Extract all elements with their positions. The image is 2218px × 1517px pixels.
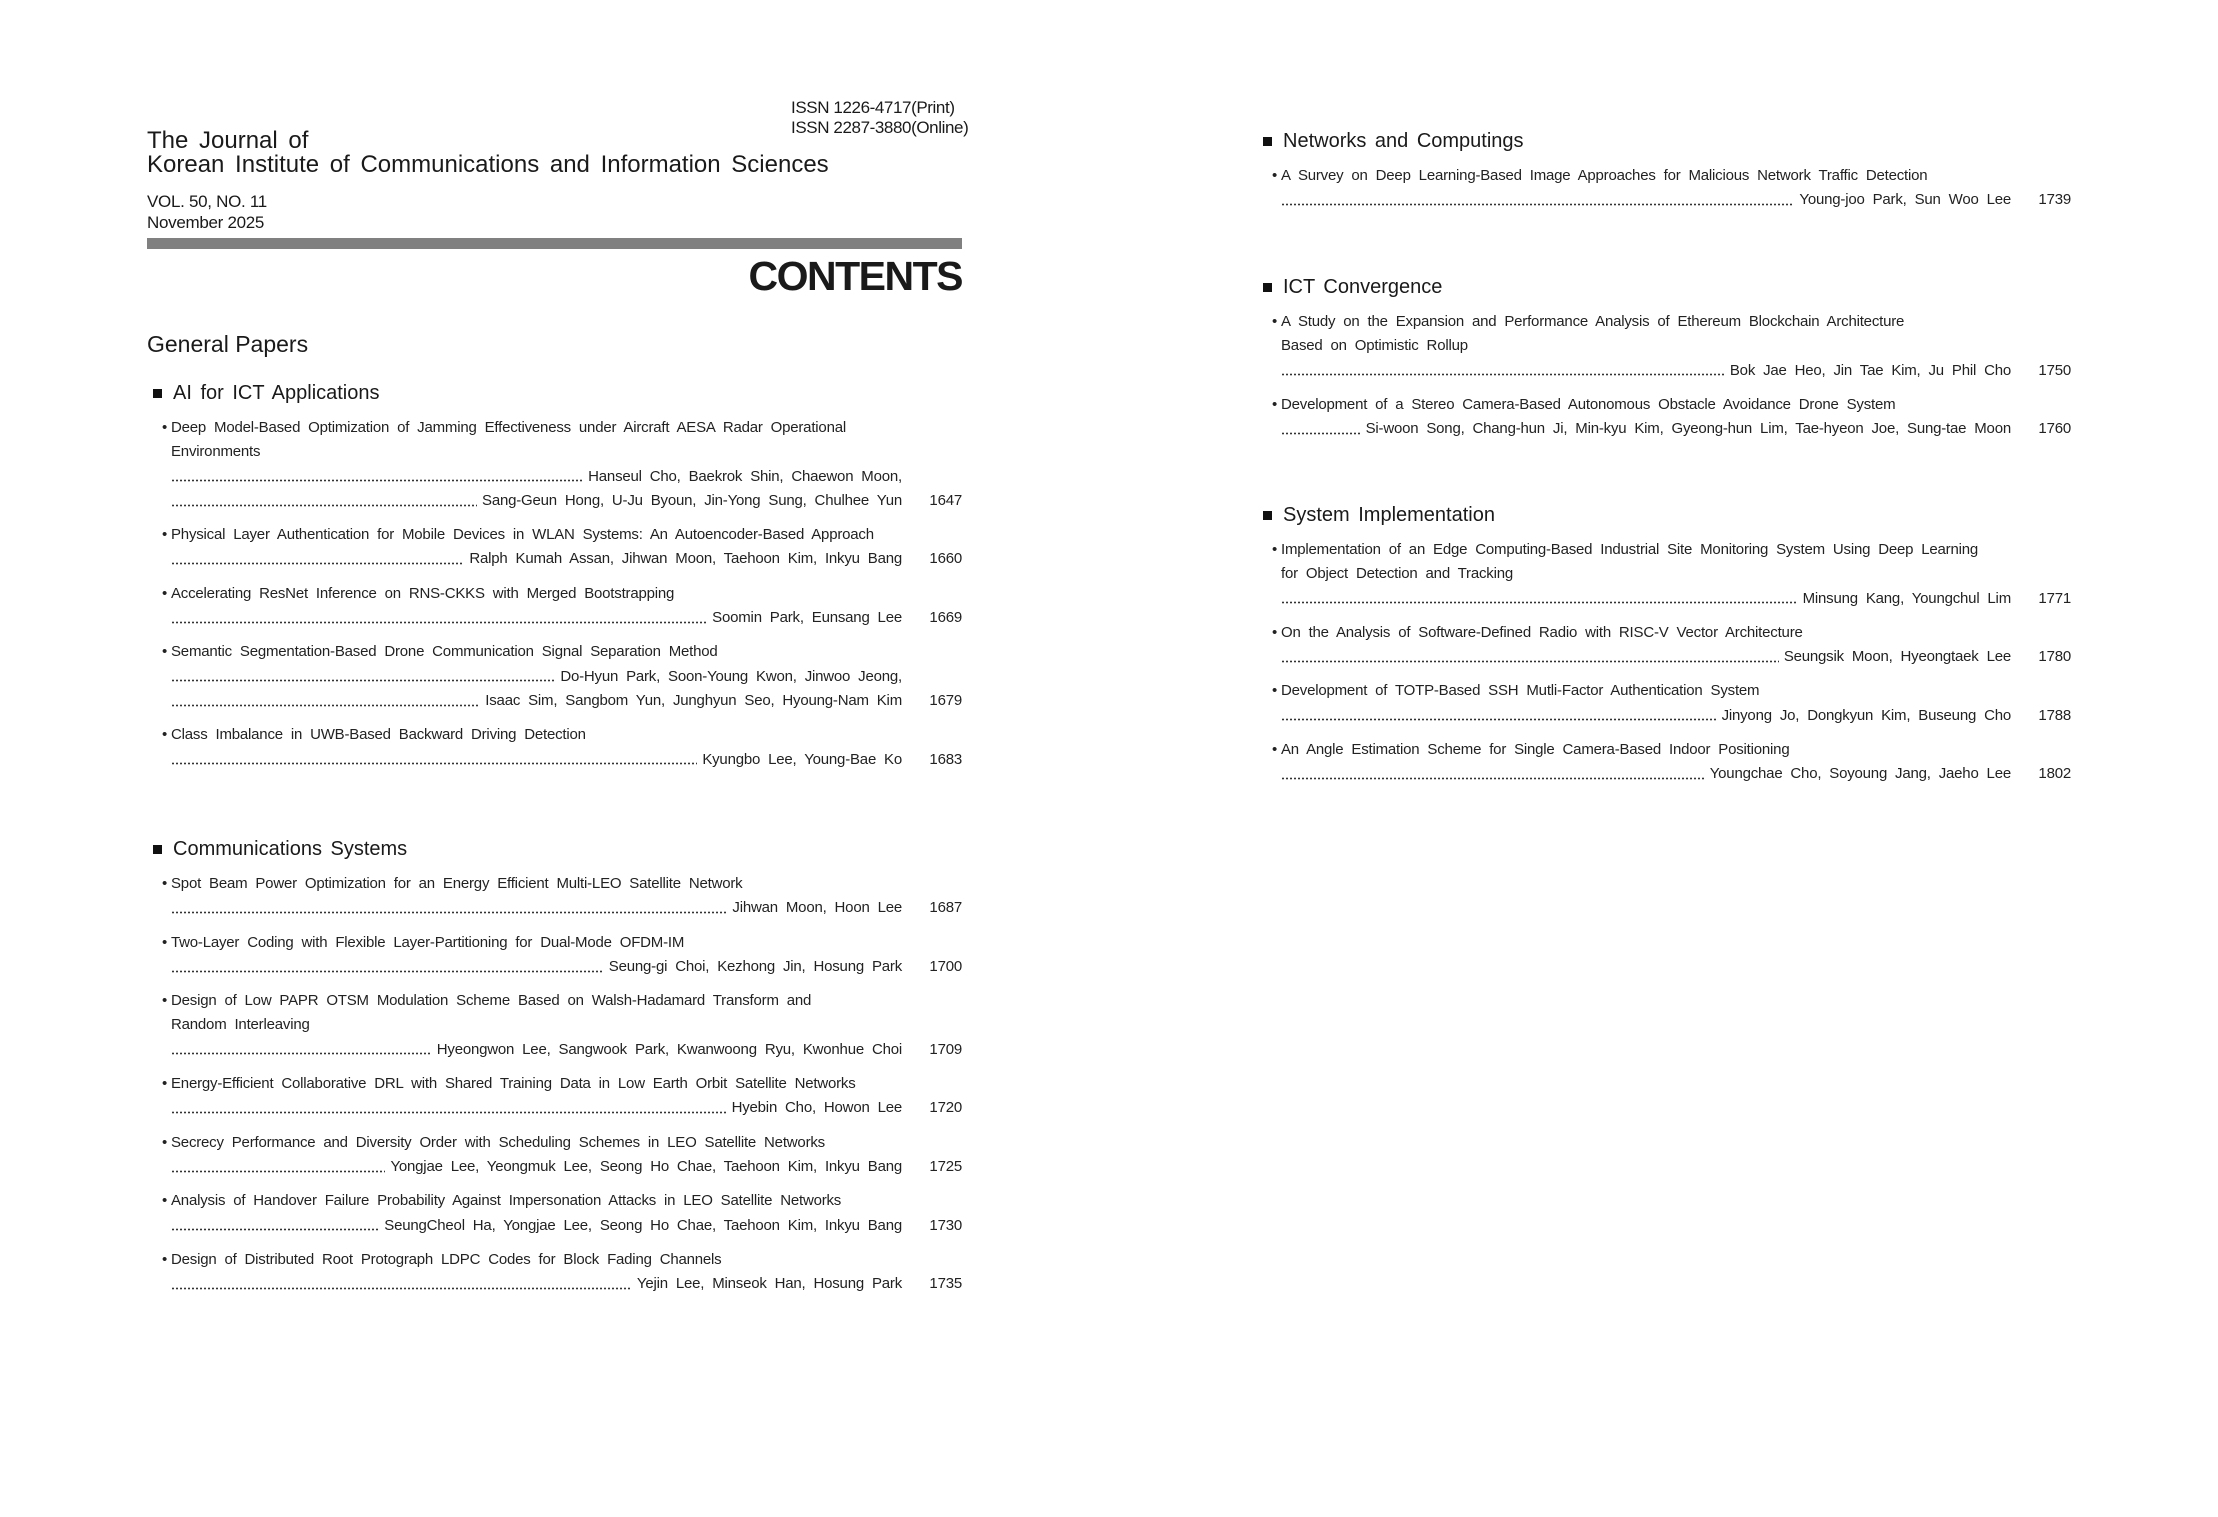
toc-entry[interactable]: [147, 723, 962, 772]
entry-title-text: Energy-Efficient Collaborative DRL with Shared Training Data in Low Earth Orbit Satellite Networks: [171, 1075, 856, 1093]
section-title: AI for ICT Applications: [173, 382, 380, 404]
bullet-icon: •: [162, 875, 168, 892]
entry-title-line: [147, 1013, 962, 1037]
entry-title-line: [147, 931, 962, 955]
entry-title-line: [1257, 334, 2071, 358]
entry-author-line: [147, 689, 962, 713]
entry-page-number: 1771: [2038, 589, 2071, 607]
dotted-leader: [171, 479, 583, 482]
entry-authors: Yongjae Lee, Yeongmuk Lee, Seong Ho Chae, Taehoon Kim, Inkyu Bang: [390, 1157, 902, 1175]
entry-author-line: [1257, 762, 2071, 786]
entry-title-text: Development of a Stereo Camera-Based Autonomous Obstacle Avoidance Drone System: [1281, 395, 1896, 413]
entry-page-number: 1750: [2038, 361, 2071, 379]
entry-author-line: [147, 1096, 962, 1120]
dotted-leader: [1281, 718, 1717, 721]
toc-entry[interactable]: [147, 523, 962, 572]
entry-authors: Seungsik Moon, Hyeongtaek Lee: [1783, 648, 2011, 666]
entry-title-line: [147, 582, 962, 606]
entry-title-line: [147, 1248, 962, 1272]
dotted-leader: [1281, 203, 1794, 206]
entry-authors: Young-joo Park, Sun Woo Lee: [1799, 191, 2011, 209]
section-ai-for-ict: [147, 381, 962, 782]
entry-author-line: [147, 665, 962, 689]
entry-title-text: A Study on the Expansion and Performance Analysis of Ethereum Blockchain Architecture: [1281, 313, 1905, 330]
entry-title-line: [147, 872, 962, 896]
entry-title-line: [1257, 738, 2071, 762]
bullet-icon: •: [162, 1192, 168, 1210]
entry-page-number: 1687: [929, 899, 962, 917]
entry-authors: Ralph Kumah Assan, Jihwan Moon, Taehoon Kim, Inkyu Bang: [469, 550, 902, 568]
dotted-leader: [1281, 432, 1361, 435]
entry-authors: Do-Hyun Park, Soon-Young Kwon, Jinwoo Jeong,: [560, 667, 902, 685]
contents-heading: CONTENTS: [748, 253, 962, 299]
entry-title-text: Design of Distributed Root Protograph LDPC Codes for Block Fading Channels: [171, 1250, 722, 1268]
dotted-leader: [1281, 777, 1705, 780]
entry-title-text: Secrecy Performance and Diversity Order with Scheduling Schemes in LEO Satellite Networks: [171, 1133, 825, 1151]
bullet-icon: •: [1272, 541, 1278, 558]
entry-author-line: [147, 1214, 962, 1238]
entry-title-line: [147, 1189, 962, 1213]
bullet-icon: •: [162, 526, 168, 544]
entry-authors: Youngchae Cho, Soyoung Jang, Jaeho Lee: [1709, 765, 2011, 783]
entry-page-number: 1760: [2038, 420, 2071, 438]
bullet-icon: •: [1272, 313, 1278, 330]
entry-title-text: Accelerating ResNet Inference on RNS-CKKS with Merged Bootstrapping: [171, 584, 675, 602]
toc-entry[interactable]: [147, 416, 962, 513]
toc-entry[interactable]: [1257, 538, 2071, 611]
section-title: Networks and Computings: [1283, 130, 1524, 152]
entry-page-number: 1679: [929, 691, 962, 709]
entry-title-text: for Object Detection and Tracking: [1281, 565, 1514, 583]
dotted-leader: [171, 704, 480, 707]
entry-title-line: [147, 440, 962, 464]
entry-title-text: Deep Model-Based Optimization of Jamming Effectiveness under Aircraft AESA Radar Operational: [171, 419, 846, 436]
entry-author-line: [147, 896, 962, 920]
entry-authors: Sang-Geun Hong, U-Ju Byoun, Jin-Yong Sung, Chulhee Yun: [482, 491, 902, 509]
entry-author-line: [147, 955, 962, 979]
dotted-leader: [171, 911, 727, 914]
entry-page-number: 1735: [929, 1275, 962, 1293]
entry-title-line: [147, 523, 962, 547]
entry-title-line: [1257, 679, 2071, 703]
entry-title-line: [147, 1072, 962, 1096]
entry-title-text: Random Interleaving: [171, 1016, 310, 1034]
entry-page-number: 1669: [929, 609, 962, 627]
toc-entry[interactable]: [147, 640, 962, 713]
entry-author-line: [147, 465, 962, 489]
issn-print: ISSN 1226-4717(Print): [791, 98, 955, 117]
entry-authors: Yejin Lee, Minseok Han, Hosung Park: [636, 1275, 902, 1293]
entry-authors: Seung-gi Choi, Kezhong Jin, Hosung Park: [608, 957, 902, 975]
toc-entry[interactable]: [1257, 738, 2071, 787]
entry-title-line: [1257, 562, 2071, 586]
entry-author-line: [1257, 188, 2071, 212]
entry-title-text: Class Imbalance in UWB-Based Backward Driving Detection: [171, 726, 586, 744]
entry-author-line: [147, 489, 962, 513]
entry-title-text: Implementation of an Edge Computing-Based Industrial Site Monitoring System Using Deep Learning: [1281, 541, 1979, 558]
bullet-icon: •: [1272, 167, 1278, 184]
dotted-leader: [171, 504, 477, 507]
dotted-leader: [171, 970, 604, 973]
square-bullet-icon: [153, 389, 162, 398]
square-bullet-icon: [1263, 137, 1272, 146]
entry-authors: Bok Jae Heo, Jin Tae Kim, Ju Phil Cho: [1729, 361, 2011, 379]
entry-author-line: [147, 1272, 962, 1296]
journal-title: [147, 129, 829, 177]
entry-page-number: 1700: [929, 957, 962, 975]
dotted-leader: [1281, 601, 1798, 604]
toc-entry[interactable]: [147, 1248, 962, 1297]
entry-title-line: [147, 723, 962, 747]
entry-authors: Soomin Park, Eunsang Lee: [712, 609, 902, 627]
bullet-icon: •: [162, 933, 168, 951]
entry-page-number: 1725: [929, 1157, 962, 1175]
entry-page-number: 1802: [2038, 765, 2071, 783]
general-papers-heading: General Papers: [147, 331, 309, 357]
section-communications-systems: [147, 837, 962, 1306]
entry-author-line: [1257, 704, 2071, 728]
toc-entry[interactable]: [147, 1072, 962, 1121]
section-heading: [1257, 129, 2071, 153]
section-heading: [1257, 503, 2071, 527]
entry-title-text: Two-Layer Coding with Flexible Layer-Partitioning for Dual-Mode OFDM-IM: [171, 933, 685, 951]
entry-title-text: Analysis of Handover Failure Probability Against Impersonation Attacks in LEO Satellite Networks: [171, 1192, 842, 1210]
toc-entry[interactable]: [147, 1189, 962, 1238]
section-title: Communications Systems: [173, 838, 408, 860]
toc-entry[interactable]: [1257, 393, 2071, 442]
entry-author-line: [1257, 645, 2071, 669]
bullet-icon: •: [162, 419, 168, 436]
entry-title-text: On the Analysis of Software-Defined Radio with RISC-V Vector Architecture: [1281, 623, 1803, 641]
entry-title-text: A Survey on Deep Learning-Based Image Approaches for Malicious Network Traffic Detection: [1281, 167, 1928, 184]
entry-page-number: 1720: [929, 1099, 962, 1117]
dotted-leader: [1281, 660, 1779, 663]
entry-title-line: [1257, 621, 2071, 645]
bullet-icon: •: [162, 1133, 168, 1151]
square-bullet-icon: [153, 845, 162, 854]
bullet-icon: •: [1272, 682, 1278, 700]
bullet-icon: •: [162, 584, 168, 602]
bullet-icon: •: [162, 992, 168, 1010]
bullet-icon: •: [1272, 623, 1278, 641]
dotted-leader: [1281, 373, 1725, 376]
dotted-leader: [171, 621, 707, 624]
toc-entry[interactable]: [147, 989, 962, 1062]
entry-authors: Jinyong Jo, Dongkyun Kim, Buseung Cho: [1721, 706, 2011, 724]
entry-title-text: Environments: [171, 443, 261, 461]
section-title: ICT Convergence: [1283, 276, 1443, 298]
entry-authors: Kyungbo Lee, Young-Bae Ko: [702, 750, 902, 768]
dotted-leader: [171, 1287, 632, 1290]
square-bullet-icon: [1263, 511, 1272, 520]
journal-title-line2: Korean Institute of Communications and Information Sciences: [147, 151, 829, 178]
entry-page-number: 1647: [929, 491, 962, 509]
dotted-leader: [171, 762, 697, 765]
entry-authors: Hyebin Cho, Howon Lee: [731, 1099, 902, 1117]
entry-author-line: [1257, 359, 2071, 383]
entry-authors: Jihwan Moon, Hoon Lee: [732, 899, 902, 917]
entry-authors: Isaac Sim, Sangbom Yun, Junghyun Seo, Hyoung-Nam Kim: [485, 691, 902, 709]
entry-author-line: [147, 1038, 962, 1062]
entry-page-number: 1788: [2038, 706, 2071, 724]
dotted-leader: [171, 1228, 379, 1231]
dotted-leader: [171, 1111, 727, 1114]
bullet-icon: •: [162, 1075, 168, 1093]
bullet-icon: •: [162, 726, 168, 744]
section-system-implementation: [1257, 503, 2071, 797]
section-networks-computings: [1257, 129, 2071, 223]
entry-author-line: [1257, 587, 2071, 611]
entry-title-line: [147, 989, 962, 1013]
entry-page-number: 1730: [929, 1216, 962, 1234]
dotted-leader: [171, 1170, 385, 1173]
toc-entry[interactable]: [1257, 164, 2071, 213]
header-divider-bar: [147, 238, 962, 249]
entry-author-line: [147, 606, 962, 630]
entry-author-line: [147, 748, 962, 772]
entry-author-line: [147, 1155, 962, 1179]
entry-title-line: [1257, 310, 2071, 334]
toc-entry[interactable]: [147, 872, 962, 921]
entry-title-text: Development of TOTP-Based SSH Mutli-Factor Authentication System: [1281, 682, 1760, 700]
entry-page-number: 1683: [929, 750, 962, 768]
entry-authors: SeungCheol Ha, Yongjae Lee, Seong Ho Chae, Taehoon Kim, Inkyu Bang: [384, 1216, 902, 1234]
entry-title-line: [1257, 393, 2071, 417]
volume-number: VOL. 50, NO. 11: [147, 192, 267, 211]
entry-authors: Minsung Kang, Youngchul Lim: [1802, 589, 2011, 607]
entry-authors: Si-woon Song, Chang-hun Ji, Min-kyu Kim, Gyeong-hun Lim, Tae-hyeon Joe, Sung-tae Moon: [1365, 420, 2011, 438]
toc-entry[interactable]: [147, 1131, 962, 1180]
section-heading: [147, 837, 962, 861]
dotted-leader: [171, 562, 464, 565]
entry-authors: Hanseul Cho, Baekrok Shin, Chaewon Moon,: [588, 467, 902, 485]
entry-title-text: Design of Low PAPR OTSM Modulation Scheme Based on Walsh-Hadamard Transform and: [171, 992, 812, 1010]
section-heading: [147, 381, 962, 405]
entry-title-line: [147, 1131, 962, 1155]
entry-title-text: An Angle Estimation Scheme for Single Camera-Based Indoor Positioning: [1281, 741, 1790, 759]
entry-page-number: 1660: [929, 550, 962, 568]
entry-title-line: [147, 416, 962, 440]
square-bullet-icon: [1263, 283, 1272, 292]
entry-title-text: Spot Beam Power Optimization for an Energy Efficient Multi-LEO Satellite Network: [171, 875, 743, 892]
bullet-icon: •: [162, 643, 168, 661]
dotted-leader: [171, 679, 555, 682]
toc-entry[interactable]: [1257, 679, 2071, 728]
entry-title-text: Semantic Segmentation-Based Drone Communication Signal Separation Method: [171, 643, 718, 661]
section-ict-convergence: [1257, 275, 2071, 451]
bullet-icon: •: [1272, 741, 1278, 759]
entry-page-number: 1739: [2038, 191, 2071, 209]
journal-title-line1: The Journal of: [147, 127, 309, 154]
entry-title-line: [1257, 164, 2071, 188]
volume-info: [147, 191, 267, 233]
entry-title-text: Physical Layer Authentication for Mobile Devices in WLAN Systems: An Autoencoder-Based Approach: [171, 526, 874, 544]
toc-entry[interactable]: [147, 931, 962, 980]
entry-title-text: Based on Optimistic Rollup: [1281, 337, 1468, 355]
issn-online: ISSN 2287-3880(Online): [791, 118, 969, 137]
entry-title-line: [147, 640, 962, 664]
toc-entry[interactable]: [147, 582, 962, 631]
toc-entry[interactable]: [1257, 310, 2071, 383]
bullet-icon: •: [1272, 395, 1278, 413]
entry-author-line: [147, 547, 962, 571]
issue-date: November 2025: [147, 213, 265, 232]
toc-entry[interactable]: [1257, 621, 2071, 670]
entry-title-line: [1257, 538, 2071, 562]
section-heading: [1257, 275, 2071, 299]
bullet-icon: •: [162, 1250, 168, 1268]
dotted-leader: [171, 1052, 432, 1055]
entry-page-number: 1780: [2038, 648, 2071, 666]
entry-author-line: [1257, 417, 2071, 441]
entry-authors: Hyeongwon Lee, Sangwook Park, Kwanwoong Ryu, Kwonhue Choi: [436, 1040, 902, 1058]
section-title: System Implementation: [1283, 504, 1495, 526]
entry-page-number: 1709: [929, 1040, 962, 1058]
